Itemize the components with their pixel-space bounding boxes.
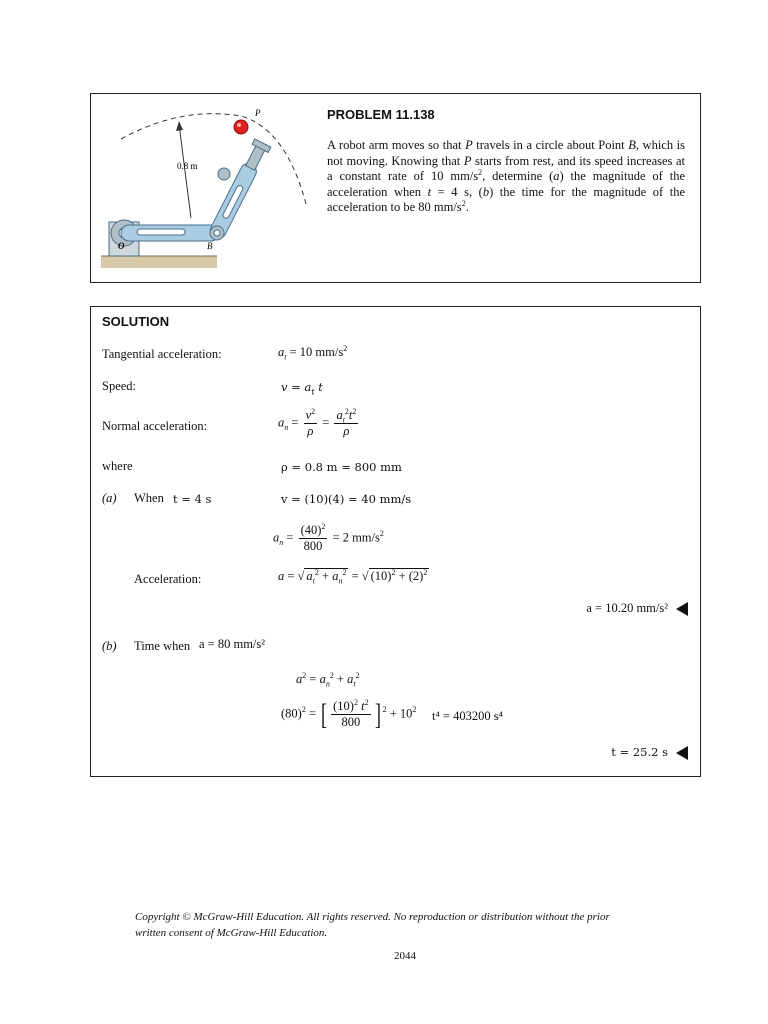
acceleration-label: Acceleration: bbox=[134, 572, 202, 586]
speed-equation: $v = a_t$ t bbox=[281, 380, 323, 397]
solution-box bbox=[90, 306, 701, 777]
normal-label: Normal acceleration: bbox=[102, 419, 208, 433]
label-radius: 0.8 m bbox=[177, 161, 198, 171]
t4-equation: t⁴ = 403200 s⁴ bbox=[432, 709, 503, 723]
answer-b: t = 25.2 s bbox=[611, 745, 688, 760]
solution-title: SOLUTION bbox=[102, 314, 170, 329]
an-numeric-equation: $a_n$ = $\frac{(40)^2}{800}$ = 2 $mm/s^2$ bbox=[273, 521, 384, 553]
robot-arm-figure bbox=[91, 94, 321, 280]
part-b-label: (b) bbox=[102, 639, 117, 653]
label-p: P bbox=[255, 108, 261, 118]
problem-box bbox=[90, 93, 701, 283]
problem-title: PROBLEM 11.138 bbox=[327, 107, 435, 122]
radius-arrow bbox=[179, 124, 191, 218]
point-p-ball bbox=[234, 120, 248, 134]
ground bbox=[101, 256, 217, 268]
copyright-notice bbox=[135, 909, 610, 941]
label-b: B bbox=[207, 241, 213, 251]
v-equation: v = (10)(4) = 40 mm/s bbox=[281, 492, 412, 506]
part-a-label: (a) bbox=[102, 491, 117, 505]
answer-a: a = 10.20 mm/s² bbox=[586, 601, 688, 616]
where-label: where bbox=[102, 459, 133, 473]
time-equation: $(80)^2$ = [ $\frac{(10)^2 t^2}{800}$ ] $^2 + 10^2$ bbox=[281, 697, 417, 731]
path-arc bbox=[121, 114, 306, 204]
a-squared-equation: $a^2 = a_n^2 + a_t^2$ bbox=[296, 670, 360, 689]
time-when-label: Time when bbox=[134, 639, 191, 653]
page-number: 2044 bbox=[394, 950, 416, 962]
time-when-value: a = 80 mm/s² bbox=[199, 637, 266, 651]
label-o: O bbox=[118, 241, 125, 251]
rho-equation: ρ = 0.8 m = 800 mm bbox=[281, 460, 402, 474]
normal-equation: $a_n$ = $\frac{v^2}{\rho}$ = $\frac{a_t^2t^2}{\rho}$ bbox=[278, 406, 357, 438]
when-label: When bbox=[134, 491, 164, 505]
tangential-label: Tangential acceleration: bbox=[102, 347, 222, 361]
answer-marker-icon bbox=[676, 746, 688, 760]
acceleration-equation: a = √ $a_t^2 + a_n^2$ = √ $(10)^2 + (2)^2$ bbox=[278, 567, 428, 586]
speed-label: Speed: bbox=[102, 379, 137, 393]
copyright-line-2: written consent of McGraw-Hill Education. bbox=[135, 927, 328, 939]
when-value: t = 4 s bbox=[173, 492, 212, 506]
copyright-line-1: Copyright © McGraw-Hill Education. All rights reserved. No reproduction or distribution without the prior bbox=[135, 911, 610, 923]
answer-marker-icon bbox=[676, 602, 688, 616]
tangential-equation: $a_t = 10$ $mm/s^2$ bbox=[278, 343, 348, 362]
problem-text: A robot arm moves so that P travels in a circle about Point B, which is not moving. Knowing that P starts from rest, and its speed increases at a constant rate of 10 $mm/s^2$, determine (a) the magnitude of the acceleration when t = 4 s, (b) the time for the magnitude of the acceleration to be 80 $mm/s^2$. bbox=[327, 138, 686, 214]
